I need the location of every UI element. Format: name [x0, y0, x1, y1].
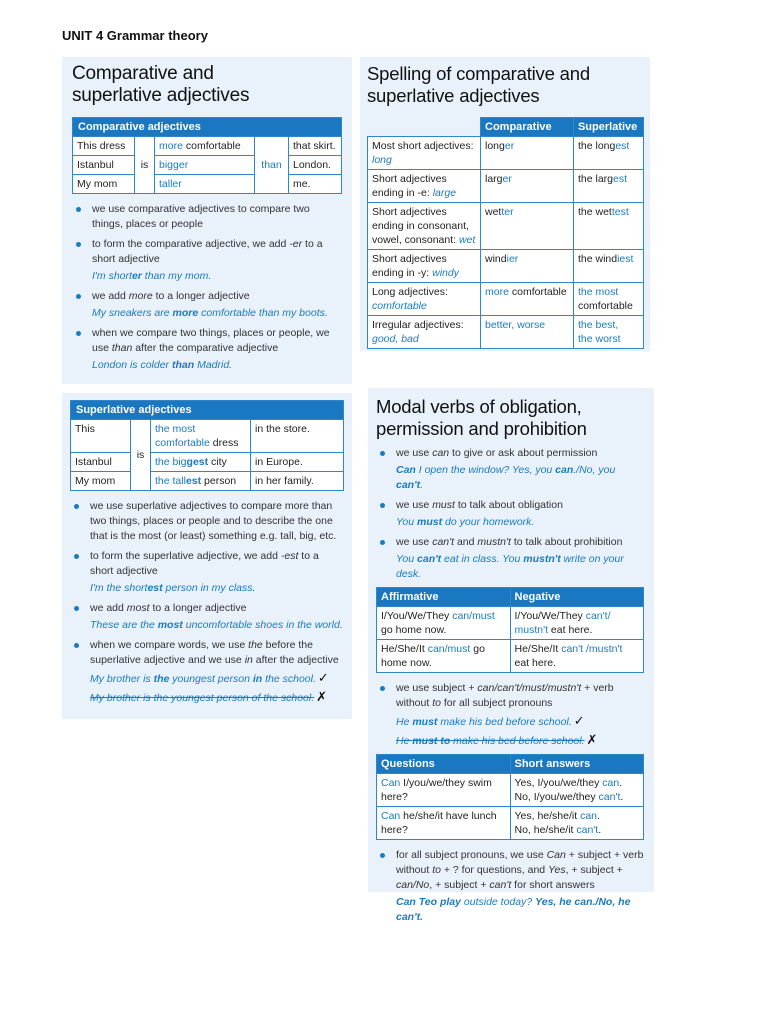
page-title: UNIT 4 Grammar theory — [62, 28, 208, 43]
modal-title: Modal verbs of obligation, permission and prohibition — [376, 396, 587, 439]
example: I'm shorter than my mom. — [92, 270, 212, 282]
superlative-column-header: Superlative — [573, 118, 643, 137]
table-row: My mom taller me. — [73, 175, 342, 194]
cross-icon: ✗ — [586, 732, 598, 747]
table-row: Istanbul the biggest city in Europe. — [71, 453, 344, 472]
example: My sneakers are more comfortable than my boots. — [92, 307, 328, 319]
table-row: This dress is more comfortable than that skirt. — [73, 137, 342, 156]
list-item: for all subject pronouns, we use Can + subject + verb without to + ? for questions, and Yes, + subject + can/No, + subject + can't for short answers Can Teo play outside today? Yes, he can./No, he can't. — [376, 848, 644, 925]
list-item: we add most to a longer adjective These are the most uncomfortable shoes in the world. — [70, 601, 344, 633]
check-icon: ✓ — [573, 713, 585, 728]
modal-notes-2 — [376, 681, 644, 749]
list-item: to form the comparative adjective, we add -er to a short adjective I'm shorter than my mom. — [72, 237, 342, 284]
example: You must do your homework. — [396, 516, 535, 528]
comparative-title: Comparative and superlative adjectives — [72, 63, 250, 106]
table-row: Irregular adjectives: good, bad better, worse the best, the worst — [368, 316, 644, 349]
comparative-table-header: Comparative adjectives — [73, 118, 342, 137]
spelling-panel — [360, 57, 650, 351]
example: Can I open the window? Yes, you can./No, you can't. — [396, 464, 616, 491]
list-item: we use subject + can/can't/must/mustn't + verb without to for all subject pronouns He must make his bed before school. ✓ He must to make his bed before school. ✗ — [376, 681, 644, 749]
spelling-title: Spelling of comparative and superlative adjectives — [367, 63, 590, 106]
affirmative-header: Affirmative — [377, 588, 511, 607]
example: Can Teo play outside today? Yes, he can./No, he can't. — [396, 896, 631, 923]
table-row: Can I/you/we/they swim here? Yes, I/you/we/they can. No, I/you/we/they can't. — [377, 774, 644, 807]
table-row: Istanbul bigger London. — [73, 156, 342, 175]
list-item: when we compare words, we use the before the superlative adjective and we use in after the adjective My brother is the youngest person in the school. ✓ My brother is the youngest person of the school. ✗ — [70, 638, 344, 706]
table-row: My mom the tallest person in her family. — [71, 472, 344, 491]
example: I'm the shortest person in my class. — [90, 582, 256, 594]
comparative-notes — [72, 202, 342, 373]
comparative-column-header: Comparative — [481, 118, 574, 137]
modal-notes — [376, 446, 644, 582]
list-item: we use superlative adjectives to compare more than two things, places or people and to describe the one that is the most (or least) something e.g. tall, big, etc. — [70, 499, 344, 544]
verb-cell: is — [131, 420, 151, 491]
example: These are the most uncomfortable shoes in the world. — [90, 619, 343, 631]
list-item: we use can't and mustn't to talk about prohibition You can't eat in class. You mustn't write on your desk. — [376, 535, 644, 582]
example-correct: My brother is the youngest person in the school. ✓ — [90, 670, 329, 685]
list-item: when we compare two things, places or people, we use than after the comparative adjective London is colder than Madrid. — [72, 326, 342, 373]
verb-cell: is — [135, 137, 155, 194]
table-row: Long adjectives: comfortable more comfortable the most comfortable — [368, 283, 644, 316]
questions-header: Questions — [377, 755, 511, 774]
comparative-table — [72, 117, 342, 194]
example-incorrect: He must to make his bed before school. ✗ — [396, 732, 598, 747]
table-row: Can he/she/it have lunch here? Yes, he/she/it can. No, he/she/it can't. — [377, 807, 644, 840]
short-answers-header: Short answers — [510, 755, 644, 774]
list-item: we use can to give or ask about permission Can I open the window? Yes, you can./No, you can't. — [376, 446, 644, 493]
spelling-table — [367, 117, 644, 349]
affirmative-negative-table — [376, 587, 644, 673]
table-row: I/You/We/They can/must go home now. I/You/We/They can't/ mustn't eat here. — [377, 607, 644, 640]
questions-table — [376, 754, 644, 840]
superlative-panel — [62, 393, 352, 719]
list-item: we add more to a longer adjective My sneakers are more comfortable than my boots. — [72, 289, 342, 321]
example-correct: He must make his bed before school. ✓ — [396, 713, 585, 728]
table-row: Short adjectives ending in -y: windy windier the windiest — [368, 250, 644, 283]
example: You can't eat in class. You mustn't write on your desk. — [396, 553, 624, 580]
superlative-table-header: Superlative adjectives — [71, 401, 344, 420]
modal-panel — [368, 388, 654, 923]
comparative-panel — [62, 57, 352, 384]
modal-notes-3 — [376, 848, 644, 925]
superlative-table — [70, 400, 344, 491]
table-row: Short adjectives ending in consonant, vowel, consonant: wet wetter the wettest — [368, 203, 644, 250]
list-item: to form the superlative adjective, we add -est to a short adjective I'm the shortest person in my class. — [70, 549, 344, 596]
than-cell: than — [255, 137, 289, 194]
example: London is colder than Madrid. — [92, 359, 233, 371]
table-row: He/She/It can/must go home now. He/She/It can't /mustn't eat here. — [377, 640, 644, 673]
list-item: we use comparative adjectives to compare two things, places or people — [72, 202, 342, 232]
negative-header: Negative — [510, 588, 644, 607]
superlative-notes — [70, 499, 344, 706]
example-incorrect: My brother is the youngest person of the school. ✗ — [90, 689, 328, 704]
check-icon: ✓ — [317, 670, 329, 685]
list-item: we use must to talk about obligation You must do your homework. — [376, 498, 644, 530]
cross-icon: ✗ — [316, 689, 328, 704]
table-row: Short adjectives ending in -e: large larger the largest — [368, 170, 644, 203]
table-row: Most short adjectives: long longer the longest — [368, 137, 644, 170]
table-row: This is the most comfortable dress in the store. — [71, 420, 344, 453]
